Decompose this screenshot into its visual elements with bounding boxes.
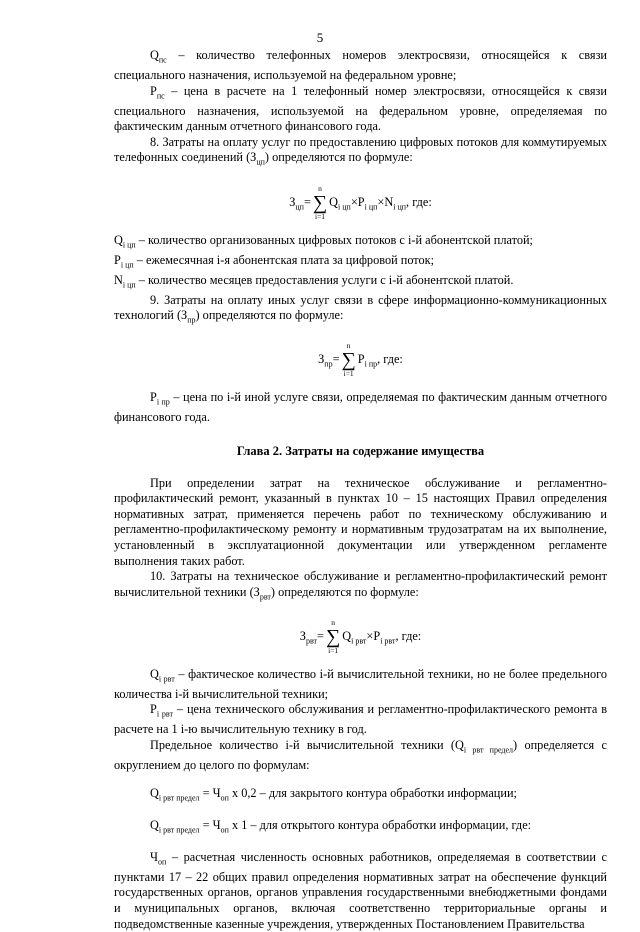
definition-p-pr: $P_{i пр}$ – цена по i-й иной услуге связи, определяемая по фактическим данным отчетного финансового года. xyxy=(114,390,607,425)
definition-q-ci: $Q_{i цп}$ – количество организованных цифровых потоков с i-й абонентской платой; xyxy=(114,232,533,249)
definition-ch-op: $Ч_{оп}$ – расчетная численность основных работников, определяемая в соответствии с пунктами 17 – 22 общих правил определения нормативных затрат на обеспечение функций государственных органов, органов управления государственными внебюджетными фондами и муниципальных органов, включая соответственно территориальные органы и подведомственные казенные учреждения, утвержденных Постановлением Правительства xyxy=(114,849,608,931)
formula-computer-maintenance: $З_{рвт}=$ n ∑ i=1 $Q_{i рвт}\times P_{i рвт}$, где: xyxy=(299,617,422,655)
paragraph-limit-quantity: Предельное количество i-й вычислительной техники $(Q_{i рвт предел})$ определяется с округлением до целого по формулам: xyxy=(114,738,607,773)
definition-p-ci: $P_{i цп}$ – ежемесячная i-я абонентская плата за цифровой поток; xyxy=(114,252,435,270)
paragraph-maintenance-intro: При определении затрат на техническое обслуживание и регламентно-профилактический ремонт, указанный в пунктах 10 – 15 настоящих Правил определения нормативных затрат, применяется перечень работ по техническому обслуживанию и регламентно-профилактическому ремонту и нормативным трудозатратам на их выполнение, установленный в эксплуатационной документации или утвержденном регламенте выполнения таких работ. xyxy=(114,475,607,568)
definition-q-rvt: $Q_{i рвт}$ – фактическое количество i-й вычислительной техники, но не более предельного количества i-й вычислительной техники; xyxy=(114,666,608,701)
formula-open-contour: $Q_{i рвт предел} = Ч_{оп}$ х 1 – для открытого контура обработки информации, где: xyxy=(150,817,532,835)
paragraph-q-ps: $Q_{пс}$ – количество телефонных номеров электросвязи, относящейся к связи специального назначения, используемой на федеральном уровне; xyxy=(114,48,608,83)
sum-symbol: n ∑ i=1 xyxy=(312,183,328,221)
sum-symbol: n ∑ i=1 xyxy=(341,341,356,379)
paragraph-item-8: 8. Затраты на оплату услуг по предоставлению цифровых потоков для коммутируемых телефонных соединений $(З_{цп})$ определяются по формуле: xyxy=(114,134,607,167)
chapter-heading: Глава 2. Затраты на содержание имущества xyxy=(236,443,485,458)
paragraph-p-ps: $P_{пс}$ – цена в расчете на 1 телефонный номер электросвязи, относящейся к связи специального назначения, используемой на федеральном уровне, определяемая по фактическим данным отчетного финансового года. xyxy=(114,83,607,134)
formula-digital-streams: $З_{цп}=$ n ∑ i=1 $Q_{i цп}\times P_{i цп}\times N_{i цп}$, где: xyxy=(289,183,432,221)
paragraph-item-10: 10. Затраты на техническое обслуживание и регламентно-профилактический ремонт вычислительной техники $(З_{рвт})$ определяются по формуле: xyxy=(114,569,607,602)
page-number: 5 xyxy=(316,30,324,45)
definition-p-rvt: $P_{i рвт}$ – цена технического обслуживания и регламентно-профилактического ремонта в расчете на 1 i-ю вычислительную технику в год. xyxy=(114,702,608,737)
definition-n-ci: $N_{i цп}$ – количество месяцев предоставления услуги с i-й абонентской платой. xyxy=(114,272,514,290)
formula-other-services: $З_{пр}=$ n ∑ i=1 $P_{i пр}$, где: xyxy=(318,341,403,379)
paragraph-item-9: 9. Затраты на оплату иных услуг связи в сфере информационно-коммуникационных технологий $(З_{пр})$ определяются по формуле: xyxy=(114,292,607,325)
sum-symbol: n ∑ i=1 xyxy=(325,617,341,655)
document-body xyxy=(114,48,607,932)
formula-closed-contour: $Q_{i рвт предел} = Ч_{оп}$ х 0,2 – для закрытого контура обработки информации; xyxy=(150,785,517,803)
